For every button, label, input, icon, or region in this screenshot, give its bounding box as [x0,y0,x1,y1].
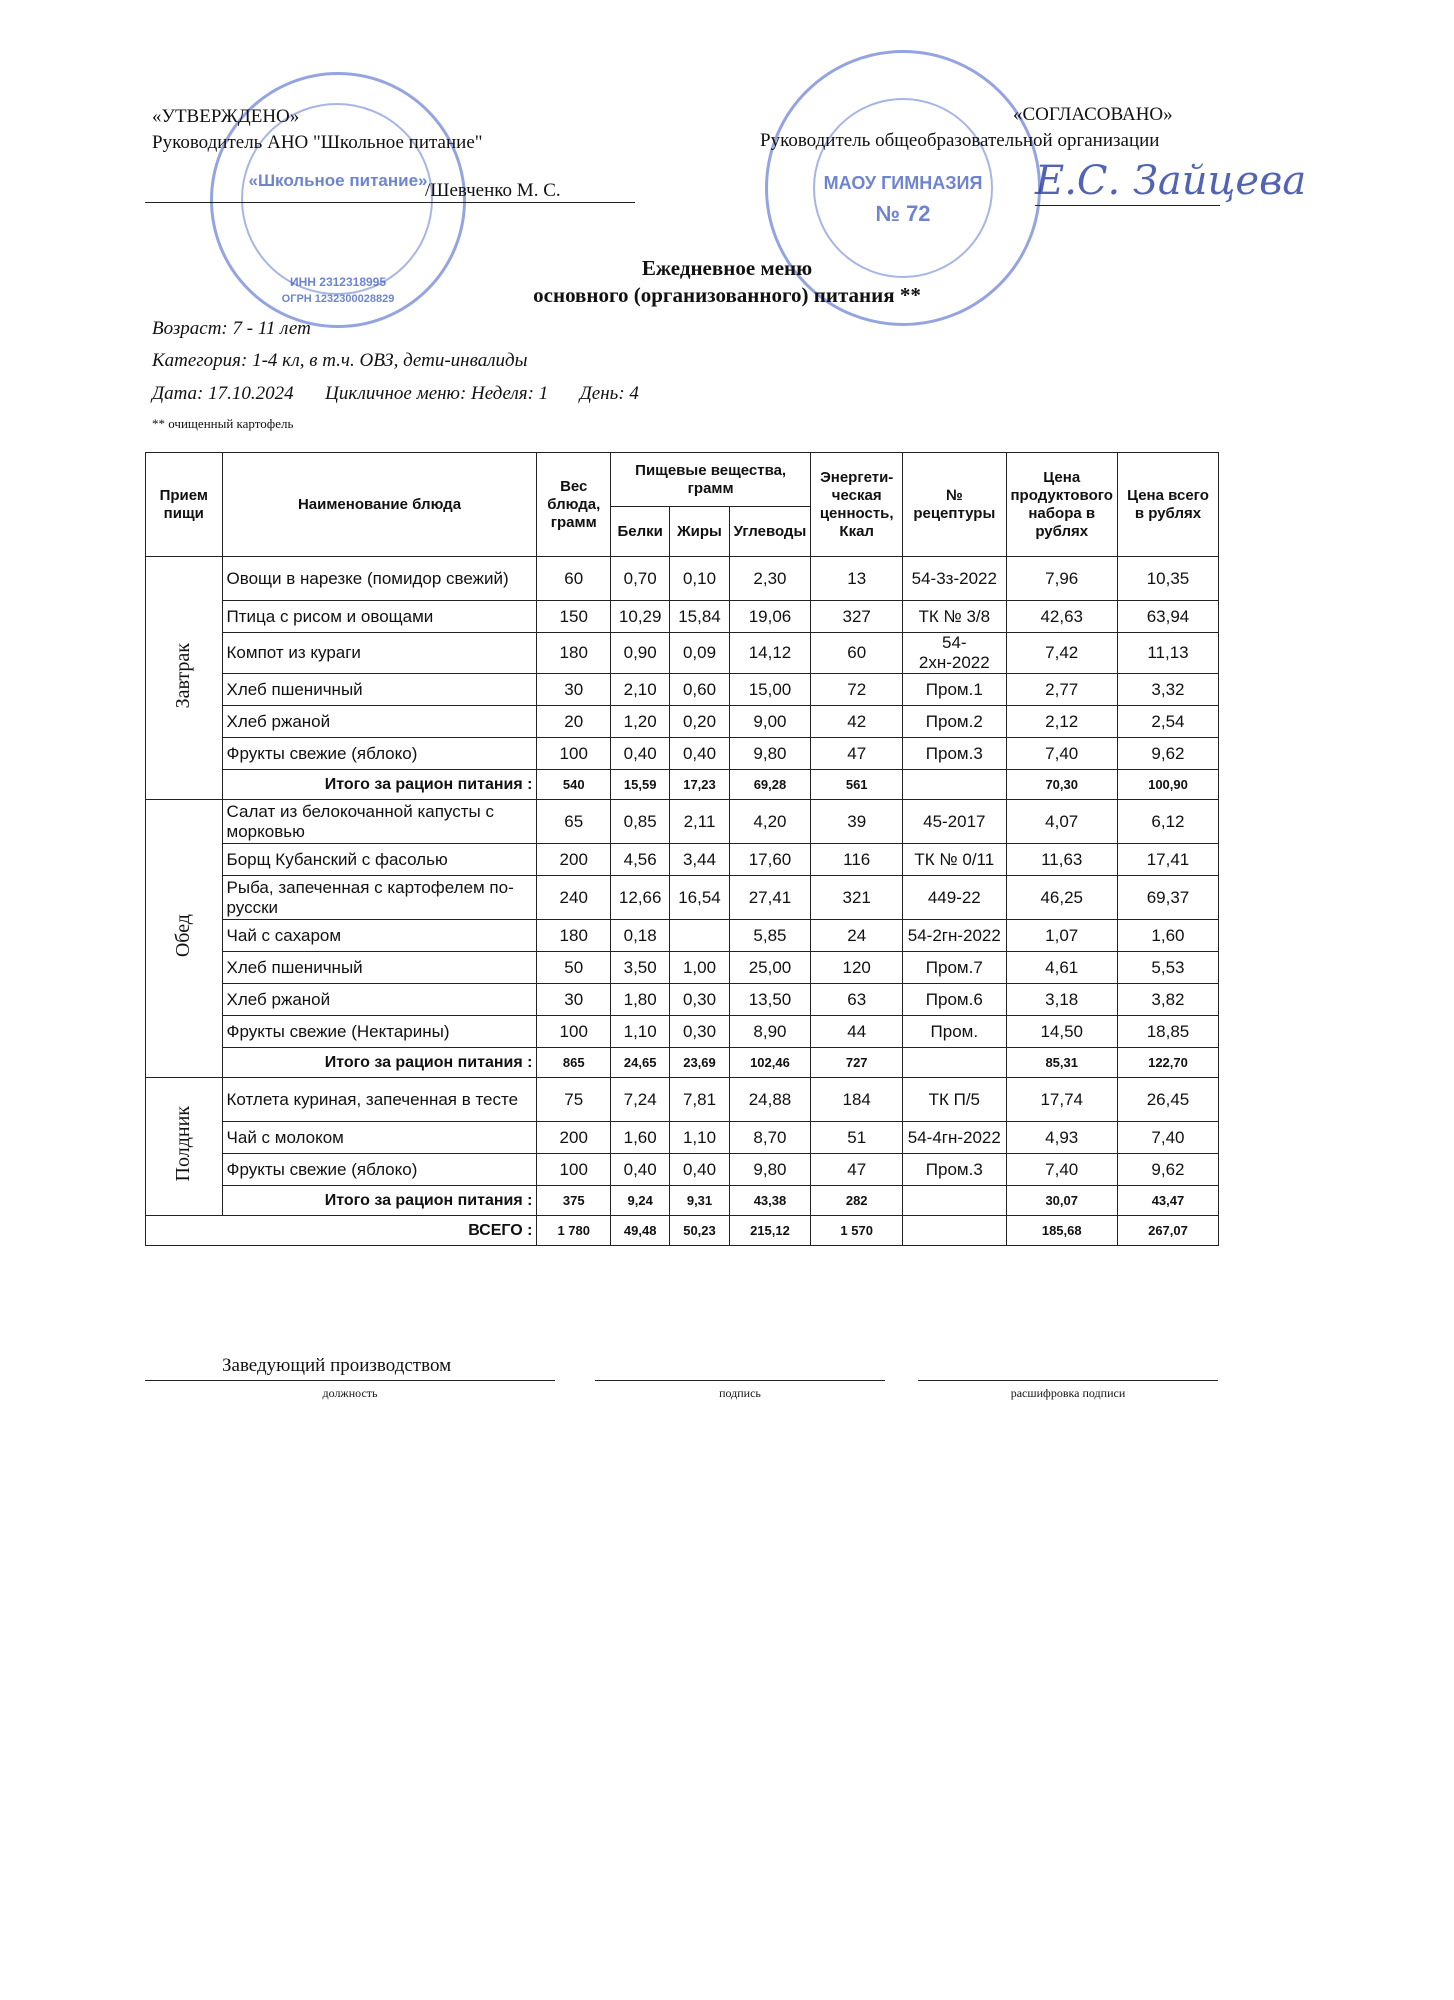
subtotal-row [146,1186,1219,1216]
subtotal-fat: 9,31 [670,1186,729,1216]
cell-protein: 0,85 [611,800,670,844]
age-line: Возраст: 7 - 11 лет [152,318,311,339]
table-row [146,1016,1219,1048]
cell-energy: 47 [811,1154,903,1186]
menu-table [145,452,1219,1246]
header-set-price: Цена продуктового набора в рублях [1006,453,1117,557]
cell-set-price: 2,12 [1006,706,1117,738]
subtotal-label: Итого за рацион питания : [222,770,537,800]
cell-total-price: 3,32 [1117,674,1218,706]
position-line [145,1380,555,1381]
agreer-role: Руководитель общеобразовательной организации [760,130,1160,151]
cell-weight: 200 [537,844,611,876]
table-row [146,1078,1219,1122]
approver-name: /Шевченко М. С. [425,180,561,201]
subtotal-energy: 282 [811,1186,903,1216]
subtotal-protein: 9,24 [611,1186,670,1216]
caption-position: должность [322,1386,378,1400]
cell-set-price: 7,96 [1006,557,1117,601]
page-title: Ежедневное меню [641,256,813,280]
subtotal-row [146,1048,1219,1078]
cell-protein: 10,29 [611,601,670,633]
cell-recipe: Пром.7 [903,952,1006,984]
dish-name: Фрукты свежие (яблоко) [222,1154,537,1186]
cell-energy: 24 [811,920,903,952]
subtotal-set-price: 85,31 [1006,1048,1117,1078]
right-stamp-name: МАОУ ГИМНАЗИЯ [823,173,983,193]
dish-name: Чай с молоком [222,1122,537,1154]
dish-name: Котлета куриная, запеченная в тесте [222,1078,537,1122]
cell-carbs: 17,60 [729,844,811,876]
dish-name: Чай с сахаром [222,920,537,952]
grand-total-weight: 1 780 [537,1216,611,1246]
cell-total-price: 26,45 [1117,1078,1218,1122]
cell-recipe: 45-2017 [903,800,1006,844]
subtotal-energy: 727 [811,1048,903,1078]
cell-protein: 0,90 [611,633,670,674]
cell-set-price: 11,63 [1006,844,1117,876]
meal-cell [146,800,223,1078]
cell-recipe: Пром.1 [903,674,1006,706]
cell-total-price: 9,62 [1117,1154,1218,1186]
cell-total-price: 7,40 [1117,1122,1218,1154]
meal-cell [146,557,223,800]
cell-protein: 1,60 [611,1122,670,1154]
dish-name: Хлеб пшеничный [222,674,537,706]
subtotal-recipe [903,1186,1006,1216]
subtotal-total-price: 43,47 [1117,1186,1218,1216]
cell-set-price: 7,40 [1006,738,1117,770]
meal-label: Завтрак [172,642,195,709]
cell-recipe: Пром. [903,1016,1006,1048]
cell-fat: 16,54 [670,876,729,920]
cell-weight: 100 [537,738,611,770]
grand-total-protein: 49,48 [611,1216,670,1246]
footnote: ** очищенный картофель [152,416,294,431]
cell-energy: 120 [811,952,903,984]
cell-energy: 51 [811,1122,903,1154]
cell-weight: 150 [537,601,611,633]
cell-set-price: 2,77 [1006,674,1117,706]
subtotal-total-price: 100,90 [1117,770,1218,800]
grand-total-carbs: 215,12 [729,1216,811,1246]
day-value: День: 4 [579,383,639,404]
cell-fat: 7,81 [670,1078,729,1122]
grand-total-label: ВСЕГО : [146,1216,537,1246]
left-stamp-name: «Школьное питание» [248,171,428,190]
cell-carbs: 9,80 [729,738,811,770]
cell-set-price: 4,61 [1006,952,1117,984]
cell-energy: 44 [811,1016,903,1048]
table-row [146,738,1219,770]
cell-weight: 180 [537,920,611,952]
dish-name: Рыба, запеченная с картофелем по-русски [222,876,537,920]
cell-energy: 72 [811,674,903,706]
dish-name: Фрукты свежие (Нектарины) [222,1016,537,1048]
table-row [146,674,1219,706]
cell-fat: 0,30 [670,984,729,1016]
left-stamp-ogrn: ОГРН 1232300028829 [281,293,395,305]
header-nutrients: Пищевые вещества, грамм [611,453,811,507]
table-row [146,706,1219,738]
subtotal-fat: 17,23 [670,770,729,800]
cell-total-price: 11,13 [1117,633,1218,674]
subtotal-energy: 561 [811,770,903,800]
cell-energy: 60 [811,633,903,674]
subtotal-protein: 24,65 [611,1048,670,1078]
meal-label: Полдник [172,1106,195,1182]
cell-weight: 30 [537,674,611,706]
grand-total-set-price: 185,68 [1006,1216,1117,1246]
table-row [146,1154,1219,1186]
cell-weight: 60 [537,557,611,601]
cell-total-price: 63,94 [1117,601,1218,633]
cell-set-price: 7,42 [1006,633,1117,674]
cell-weight: 20 [537,706,611,738]
table-row [146,1122,1219,1154]
dish-name: Борщ Кубанский с фасолью [222,844,537,876]
handwritten-signature [1035,158,1306,204]
cell-recipe: 54-4гн-2022 [903,1122,1006,1154]
approver-signature-line [145,180,635,203]
cell-carbs: 8,90 [729,1016,811,1048]
cell-fat: 1,00 [670,952,729,984]
category-line: Категория: 1-4 кл, в т.ч. ОВЗ, дети-инвалиды [152,350,528,371]
cell-recipe: Пром.6 [903,984,1006,1016]
cell-carbs: 24,88 [729,1078,811,1122]
dish-name: Хлеб ржаной [222,706,537,738]
subtotal-weight: 375 [537,1186,611,1216]
cell-set-price: 7,40 [1006,1154,1117,1186]
cell-total-price: 3,82 [1117,984,1218,1016]
grand-total-row [146,1216,1219,1246]
cell-fat: 0,09 [670,633,729,674]
signature-line [595,1380,885,1381]
cell-fat: 3,44 [670,844,729,876]
dish-name: Хлеб ржаной [222,984,537,1016]
menu-table-body [146,557,1219,1246]
cell-carbs: 27,41 [729,876,811,920]
cell-fat: 0,40 [670,738,729,770]
cell-set-price: 1,07 [1006,920,1117,952]
grand-total-energy: 1 570 [811,1216,903,1246]
subtotal-recipe [903,770,1006,800]
cell-recipe: Пром.2 [903,706,1006,738]
cell-recipe: ТК П/5 [903,1078,1006,1122]
cell-energy: 327 [811,601,903,633]
cell-energy: 13 [811,557,903,601]
cell-fat: 0,30 [670,1016,729,1048]
cell-recipe: 54-2хн-2022 [903,633,1006,674]
cell-fat: 0,40 [670,1154,729,1186]
dish-name: Компот из кураги [222,633,537,674]
meal-cell [146,1078,223,1216]
cell-protein: 0,40 [611,1154,670,1186]
cell-carbs: 25,00 [729,952,811,984]
cell-carbs: 13,50 [729,984,811,1016]
cell-protein: 4,56 [611,844,670,876]
date-line [152,383,639,405]
cell-total-price: 17,41 [1117,844,1218,876]
cell-energy: 63 [811,984,903,1016]
cell-total-price: 18,85 [1117,1016,1218,1048]
caption-decode: расшифровка подписи [1010,1386,1126,1400]
signature-text: Е.С. Зайцева [1035,158,1307,204]
cell-protein: 1,10 [611,1016,670,1048]
table-row [146,920,1219,952]
subtotal-fat: 23,69 [670,1048,729,1078]
cell-protein: 3,50 [611,952,670,984]
cell-set-price: 42,63 [1006,601,1117,633]
header-fat: Жиры [670,507,729,557]
table-row [146,557,1219,601]
cell-set-price: 17,74 [1006,1078,1117,1122]
cell-protein: 7,24 [611,1078,670,1122]
agreed-label: «СОГЛАСОВАНО» [1013,104,1173,125]
cell-recipe: Пром.3 [903,738,1006,770]
cell-protein: 0,40 [611,738,670,770]
cell-fat: 15,84 [670,601,729,633]
cell-fat: 2,11 [670,800,729,844]
cell-energy: 321 [811,876,903,920]
cell-total-price: 6,12 [1117,800,1218,844]
grand-total-total-price: 267,07 [1117,1216,1218,1246]
cell-total-price: 9,62 [1117,738,1218,770]
subtotal-weight: 540 [537,770,611,800]
table-row [146,876,1219,920]
cell-set-price: 46,25 [1006,876,1117,920]
dish-name: Хлеб пшеничный [222,952,537,984]
agreer-signature-line [1035,205,1220,206]
caption-signature: подпись [719,1386,761,1400]
header-total-price: Цена всего в рублях [1117,453,1218,557]
table-row [146,984,1219,1016]
approver-role: Руководитель АНО "Школьное питание" [152,132,483,153]
cycle-value: Цикличное меню: Неделя: 1 [325,383,549,404]
subtotal-set-price: 30,07 [1006,1186,1117,1216]
cell-fat: 0,10 [670,557,729,601]
cell-weight: 75 [537,1078,611,1122]
grand-total-fat: 50,23 [670,1216,729,1246]
cell-weight: 30 [537,984,611,1016]
cell-total-price: 5,53 [1117,952,1218,984]
cell-recipe: 54-2гн-2022 [903,920,1006,952]
cell-carbs: 2,30 [729,557,811,601]
meal-label: Обед [172,914,195,958]
subtotal-recipe [903,1048,1006,1078]
page-subtitle: основного (организованного) питания ** [533,283,921,307]
dish-name: Салат из белокочанной капусты с морковью [222,800,537,844]
cell-protein: 1,20 [611,706,670,738]
header-weight: Вес блюда, грамм [537,453,611,557]
dish-name: Фрукты свежие (яблоко) [222,738,537,770]
cell-weight: 100 [537,1154,611,1186]
subtotal-label: Итого за рацион питания : [222,1048,537,1078]
table-row [146,844,1219,876]
subtotal-set-price: 70,30 [1006,770,1117,800]
date-value: Дата: 17.10.2024 [152,383,294,404]
header-recipe: № рецептуры [903,453,1006,557]
cell-weight: 180 [537,633,611,674]
subtotal-total-price: 122,70 [1117,1048,1218,1078]
right-stamp-number: № 72 [875,201,931,226]
cell-recipe: 54-3з-2022 [903,557,1006,601]
decode-line [918,1380,1218,1381]
cell-set-price: 4,93 [1006,1122,1117,1154]
cell-protein: 0,70 [611,557,670,601]
cell-carbs: 8,70 [729,1122,811,1154]
cell-carbs: 9,80 [729,1154,811,1186]
subtotal-weight: 865 [537,1048,611,1078]
cell-protein: 12,66 [611,876,670,920]
cell-total-price: 1,60 [1117,920,1218,952]
cell-set-price: 14,50 [1006,1016,1117,1048]
cell-recipe: Пром.3 [903,1154,1006,1186]
cell-set-price: 4,07 [1006,800,1117,844]
cell-energy: 47 [811,738,903,770]
subtotal-carbs: 69,28 [729,770,811,800]
cell-weight: 240 [537,876,611,920]
approved-label: «УТВЕРЖДЕНО» [152,106,300,127]
cell-carbs: 4,20 [729,800,811,844]
cell-energy: 39 [811,800,903,844]
cell-fat: 0,20 [670,706,729,738]
cell-protein: 1,80 [611,984,670,1016]
cell-weight: 200 [537,1122,611,1154]
cell-total-price: 69,37 [1117,876,1218,920]
cell-energy: 116 [811,844,903,876]
header-carbs: Углеводы [729,507,811,557]
cell-carbs: 9,00 [729,706,811,738]
grand-total-recipe [903,1216,1006,1246]
cell-carbs: 5,85 [729,920,811,952]
header-name: Наименование блюда [222,453,537,557]
header-meal: Прием пищи [146,453,223,557]
cell-carbs: 15,00 [729,674,811,706]
header-energy: Энергети-ческая ценность, Ккал [811,453,903,557]
table-row [146,800,1219,844]
table-row [146,633,1219,674]
cell-fat: 0,60 [670,674,729,706]
dish-name: Овощи в нарезке (помидор свежий) [222,557,537,601]
subtotal-protein: 15,59 [611,770,670,800]
approval-block [152,104,483,156]
cell-fat [670,920,729,952]
left-stamp-inn: ИНН 2312318995 [289,275,387,289]
subtotal-carbs: 102,46 [729,1048,811,1078]
subtotal-row [146,770,1219,800]
cell-total-price: 10,35 [1117,557,1218,601]
subtotal-carbs: 43,38 [729,1186,811,1216]
cell-weight: 100 [537,1016,611,1048]
cell-weight: 50 [537,952,611,984]
cell-total-price: 2,54 [1117,706,1218,738]
cell-carbs: 14,12 [729,633,811,674]
cell-protein: 2,10 [611,674,670,706]
footer-position: Заведующий производством [222,1355,452,1376]
cell-recipe: ТК № 0/11 [903,844,1006,876]
cell-energy: 42 [811,706,903,738]
cell-set-price: 3,18 [1006,984,1117,1016]
cell-recipe: 449-22 [903,876,1006,920]
table-row [146,952,1219,984]
subtotal-label: Итого за рацион питания : [222,1186,537,1216]
dish-name: Птица с рисом и овощами [222,601,537,633]
cell-recipe: ТК № 3/8 [903,601,1006,633]
cell-fat: 1,10 [670,1122,729,1154]
table-row [146,601,1219,633]
header-protein: Белки [611,507,670,557]
cell-protein: 0,18 [611,920,670,952]
cell-weight: 65 [537,800,611,844]
cell-energy: 184 [811,1078,903,1122]
cell-carbs: 19,06 [729,601,811,633]
